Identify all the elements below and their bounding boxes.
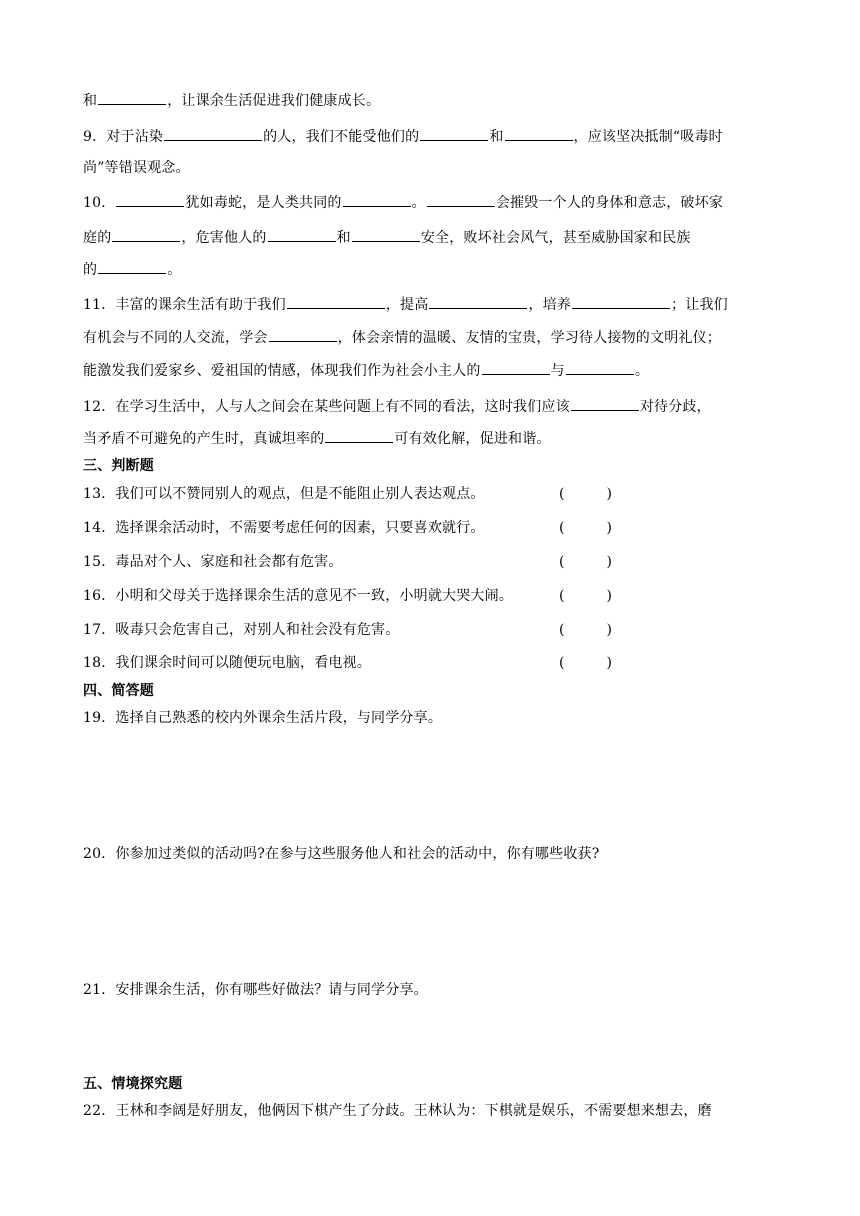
judge-item-16: 16．小明和父母关于选择课余生活的意见不一致，小明就大哭大闹。 [83, 588, 514, 604]
answer-blank[interactable] [572, 294, 670, 309]
judge-item-18: 18．我们课余时间可以随便玩电脑，看电视。 [83, 655, 372, 671]
q10-line-2: 庭的 ，危害他人的 和 安全，败坏社会风气，甚至威胁国家和民族 [83, 227, 691, 247]
answer-paren-18[interactable]: ( ) [559, 655, 612, 671]
section-heading-scenario: 五、情境探究题 [83, 1076, 183, 1092]
q11-line-3: 能激发我们爱家乡、爱祖国的情感，体现我们作为社会小主人的 与 。 [83, 360, 649, 380]
answer-blank[interactable] [482, 360, 550, 375]
answer-blank[interactable] [566, 360, 634, 375]
answer-blank[interactable] [505, 126, 573, 141]
q12-line-1: 12．在学习生活中，人与人之间会在某些问题上有不同的看法，这时我们应该 对待分歧， [83, 396, 711, 416]
answer-blank[interactable] [325, 428, 393, 443]
answer-paren-16[interactable]: ( ) [559, 588, 612, 604]
answer-blank[interactable] [98, 259, 166, 274]
judge-item-15: 15．毒品对个人、家庭和社会都有危害。 [83, 554, 343, 570]
answer-paren-17[interactable]: ( ) [559, 622, 612, 638]
judge-item-17: 17．吸毒只会危害自己，对别人和社会没有危害。 [83, 622, 400, 638]
answer-blank[interactable] [427, 192, 495, 207]
q9-line-1: 9．对于沾染 的人，我们不能受他们的 和 ，应该坚决抵制“吸毒时 [83, 126, 723, 146]
judge-item-14: 14．选择课余活动时，不需要考虑任何的因素，只要喜欢就行。 [83, 520, 485, 536]
q11-line-2: 有机会与不同的人交流，学会 ，体会亲情的温暖、友情的宝贵，学习待人接物的文明礼仪； [83, 327, 721, 347]
section-heading-judgement: 三、判断题 [83, 458, 154, 474]
q12-line-2: 当矛盾不可避免的产生时，真诚坦率的 可有效化解，促进和谐。 [83, 428, 551, 448]
answer-blank[interactable] [429, 294, 527, 309]
answer-blank[interactable] [112, 227, 180, 242]
question-19: 19．选择自己熟悉的校内外课余生活片段，与同学分享。 [83, 710, 443, 726]
answer-paren-14[interactable]: ( ) [559, 520, 612, 536]
answer-blank[interactable] [287, 294, 385, 309]
answer-blank[interactable] [571, 396, 639, 411]
q11-line-1: 11．丰富的课余生活有助于我们 ，提高 ，培养 ；让我们 [83, 294, 728, 314]
question-20: 20．你参加过类似的活动吗?在参与这些服务他人和社会的活动中，你有哪些收获? [83, 846, 600, 862]
answer-blank[interactable] [164, 126, 262, 141]
answer-paren-13[interactable]: ( ) [559, 486, 612, 502]
question-21: 21．安排课余生活，你有哪些好做法？请与同学分享。 [83, 982, 428, 998]
section-heading-short-answer: 四、简答题 [83, 683, 154, 699]
answer-blank[interactable] [98, 90, 166, 105]
answer-blank[interactable] [116, 192, 184, 207]
answer-paren-15[interactable]: ( ) [559, 554, 612, 570]
question-22: 22．王林和李阔是好朋友，他俩因下棋产生了分歧。王林认为：下棋就是娱乐，不需要想来想去，磨 [83, 1103, 712, 1119]
q9-line-2: 尚”等错误观念。 [83, 160, 190, 176]
answer-blank[interactable] [420, 126, 488, 141]
judge-item-13: 13．我们可以不赞同别人的观点，但是不能阻止别人表达观点。 [83, 486, 485, 502]
q8-tail-line: 和 ，让课余生活促进我们健康成长。 [83, 90, 380, 110]
answer-blank[interactable] [343, 192, 411, 207]
answer-blank[interactable] [268, 227, 336, 242]
q10-line-3: 的 。 [83, 259, 181, 279]
q10-line-1: 10． 犹如毒蛇，是人类共同的 。 会摧毁一个人的身体和意志，破坏家 [83, 192, 723, 212]
answer-blank[interactable] [352, 227, 420, 242]
answer-blank[interactable] [269, 327, 337, 342]
